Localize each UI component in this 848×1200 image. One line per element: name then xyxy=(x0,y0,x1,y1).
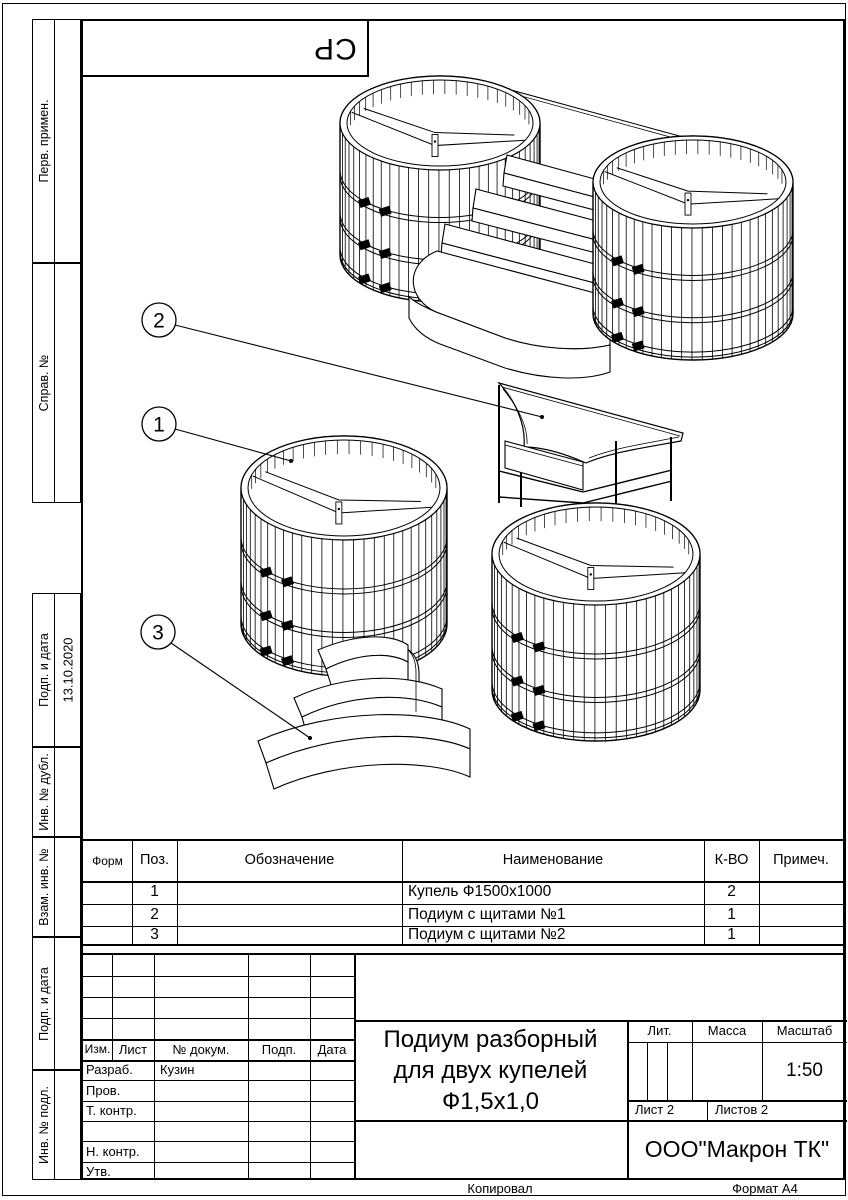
sidebar-label: Взам. инв. № xyxy=(36,848,51,926)
drawing-geometry xyxy=(241,76,793,789)
scale-value: 1:50 xyxy=(786,1060,823,1082)
role-name xyxy=(160,1101,248,1121)
callout-number: 2 xyxy=(153,309,165,333)
sidebar-section-podp-data-1 xyxy=(32,593,81,747)
sidebar-label: Справ. № xyxy=(36,354,51,412)
role-label: Утв. xyxy=(86,1164,111,1180)
isometric-drawing xyxy=(81,19,845,839)
col-header-name: Наименование xyxy=(502,852,604,869)
sidebar-value-cell xyxy=(55,1071,80,1179)
callout-balloon-3 xyxy=(141,615,175,649)
sidebar-value-cell xyxy=(55,748,80,836)
row-qty: 1 xyxy=(727,925,736,943)
sidebar-section-inv-dubl xyxy=(32,747,81,837)
row-name: Подиум с щитами №1 xyxy=(408,905,566,923)
spec-table xyxy=(81,839,845,946)
tub-assembly-right xyxy=(593,136,793,360)
sidebar-value-cell xyxy=(55,264,80,502)
divider xyxy=(83,997,354,998)
change-header-sign: Подп. xyxy=(261,1041,297,1057)
row-qty: 2 xyxy=(727,883,736,901)
sidebar-section-podp-data-2 xyxy=(32,937,81,1070)
sidebar-label-cell xyxy=(33,838,55,936)
role-name: Кузин xyxy=(160,1062,195,1078)
col-header-qty: К-ВО xyxy=(714,852,749,869)
row-pos: 3 xyxy=(150,925,159,943)
change-header-doc: № докум. xyxy=(172,1041,230,1057)
row-qty: 1 xyxy=(727,905,736,923)
sidebar-label: Перв. примен. xyxy=(36,99,51,183)
company-name: ООО"Макрон ТК" xyxy=(644,1135,830,1162)
sidebar-label: Подп. и дата xyxy=(36,966,51,1041)
divider xyxy=(707,1100,708,1120)
role-label: Н. контр. xyxy=(86,1143,140,1159)
footer-format: Формат А4 xyxy=(732,1180,798,1196)
sidebar-label-cell xyxy=(33,20,55,262)
mass-label: Масса xyxy=(707,1023,747,1039)
sidebar-section-sprav-no xyxy=(32,263,81,503)
change-header-list: Лист xyxy=(118,1041,148,1057)
sidebar-value-cell xyxy=(55,838,80,936)
row-name: Купель Ф1500х1000 xyxy=(408,883,552,901)
role-label xyxy=(86,1121,154,1141)
role-label: Т. контр. xyxy=(86,1103,137,1119)
sidebar-section-inv-podl xyxy=(32,1070,81,1180)
role-label: Разраб. xyxy=(86,1062,133,1078)
tub-part-1 xyxy=(241,436,447,676)
sidebar-label-cell xyxy=(33,594,55,746)
divider xyxy=(83,1018,354,1019)
document-title xyxy=(354,1020,627,1120)
col-header-note: Примеч. xyxy=(773,852,829,869)
tub-part-1b xyxy=(492,503,700,741)
sidebar-label: Подп. и дата xyxy=(36,633,51,707)
sidebar-label: Инв. № подл. xyxy=(36,1086,51,1164)
callout-balloon-1 xyxy=(142,407,176,441)
callout-balloon-2 xyxy=(142,303,176,337)
sidebar-label-cell xyxy=(33,1071,55,1179)
role-name xyxy=(160,1080,248,1101)
row-pos: 2 xyxy=(150,905,159,923)
callout-number: 1 xyxy=(153,413,165,437)
row-pos: 1 xyxy=(150,883,159,901)
change-header-date: Дата xyxy=(317,1041,347,1057)
footer-copied: Копировал xyxy=(467,1180,533,1196)
scale-label: Масштаб xyxy=(776,1023,833,1039)
sidebar-label-cell xyxy=(33,938,55,1069)
sidebar-label-cell xyxy=(33,264,55,502)
sheets-total: Листов 2 xyxy=(715,1102,769,1118)
title-line: для двух купелей xyxy=(393,1056,588,1084)
divider xyxy=(248,955,249,1178)
sidebar-section-perv-primen xyxy=(32,19,81,263)
col-header-form: Форм xyxy=(92,853,123,868)
divider xyxy=(154,955,155,1178)
sidebar-value-cell xyxy=(55,594,80,746)
col-header-designation: Обозначение xyxy=(244,852,335,869)
sidebar-section-vzam-inv xyxy=(32,837,81,937)
role-label: Пров. xyxy=(86,1082,121,1098)
designation-code: СР xyxy=(313,32,357,65)
title-line: Ф1,5х1,0 xyxy=(442,1087,539,1115)
title-line: Подиум разборный xyxy=(383,1025,598,1053)
lit-label: Лит. xyxy=(647,1023,672,1039)
change-header-izm: Изм. xyxy=(84,1042,111,1057)
sidebar-date: 13.10.2020 xyxy=(60,637,75,703)
divider xyxy=(667,1042,668,1100)
row-name: Подиум с щитами №2 xyxy=(408,925,566,943)
sheet-number: Лист 2 xyxy=(635,1102,675,1118)
part-podium-panels-1 xyxy=(499,383,683,507)
title-block xyxy=(81,953,845,1180)
divider xyxy=(647,1042,648,1100)
sidebar-value-cell xyxy=(55,20,80,262)
sidebar-value-cell xyxy=(55,938,80,1069)
col-header-pos: Поз. xyxy=(140,852,169,869)
divider xyxy=(83,976,354,977)
callout-number: 3 xyxy=(152,621,164,645)
sidebar-label: Инв. № дубл. xyxy=(36,753,51,831)
sidebar-label-cell xyxy=(33,748,55,836)
divider xyxy=(310,955,311,1178)
